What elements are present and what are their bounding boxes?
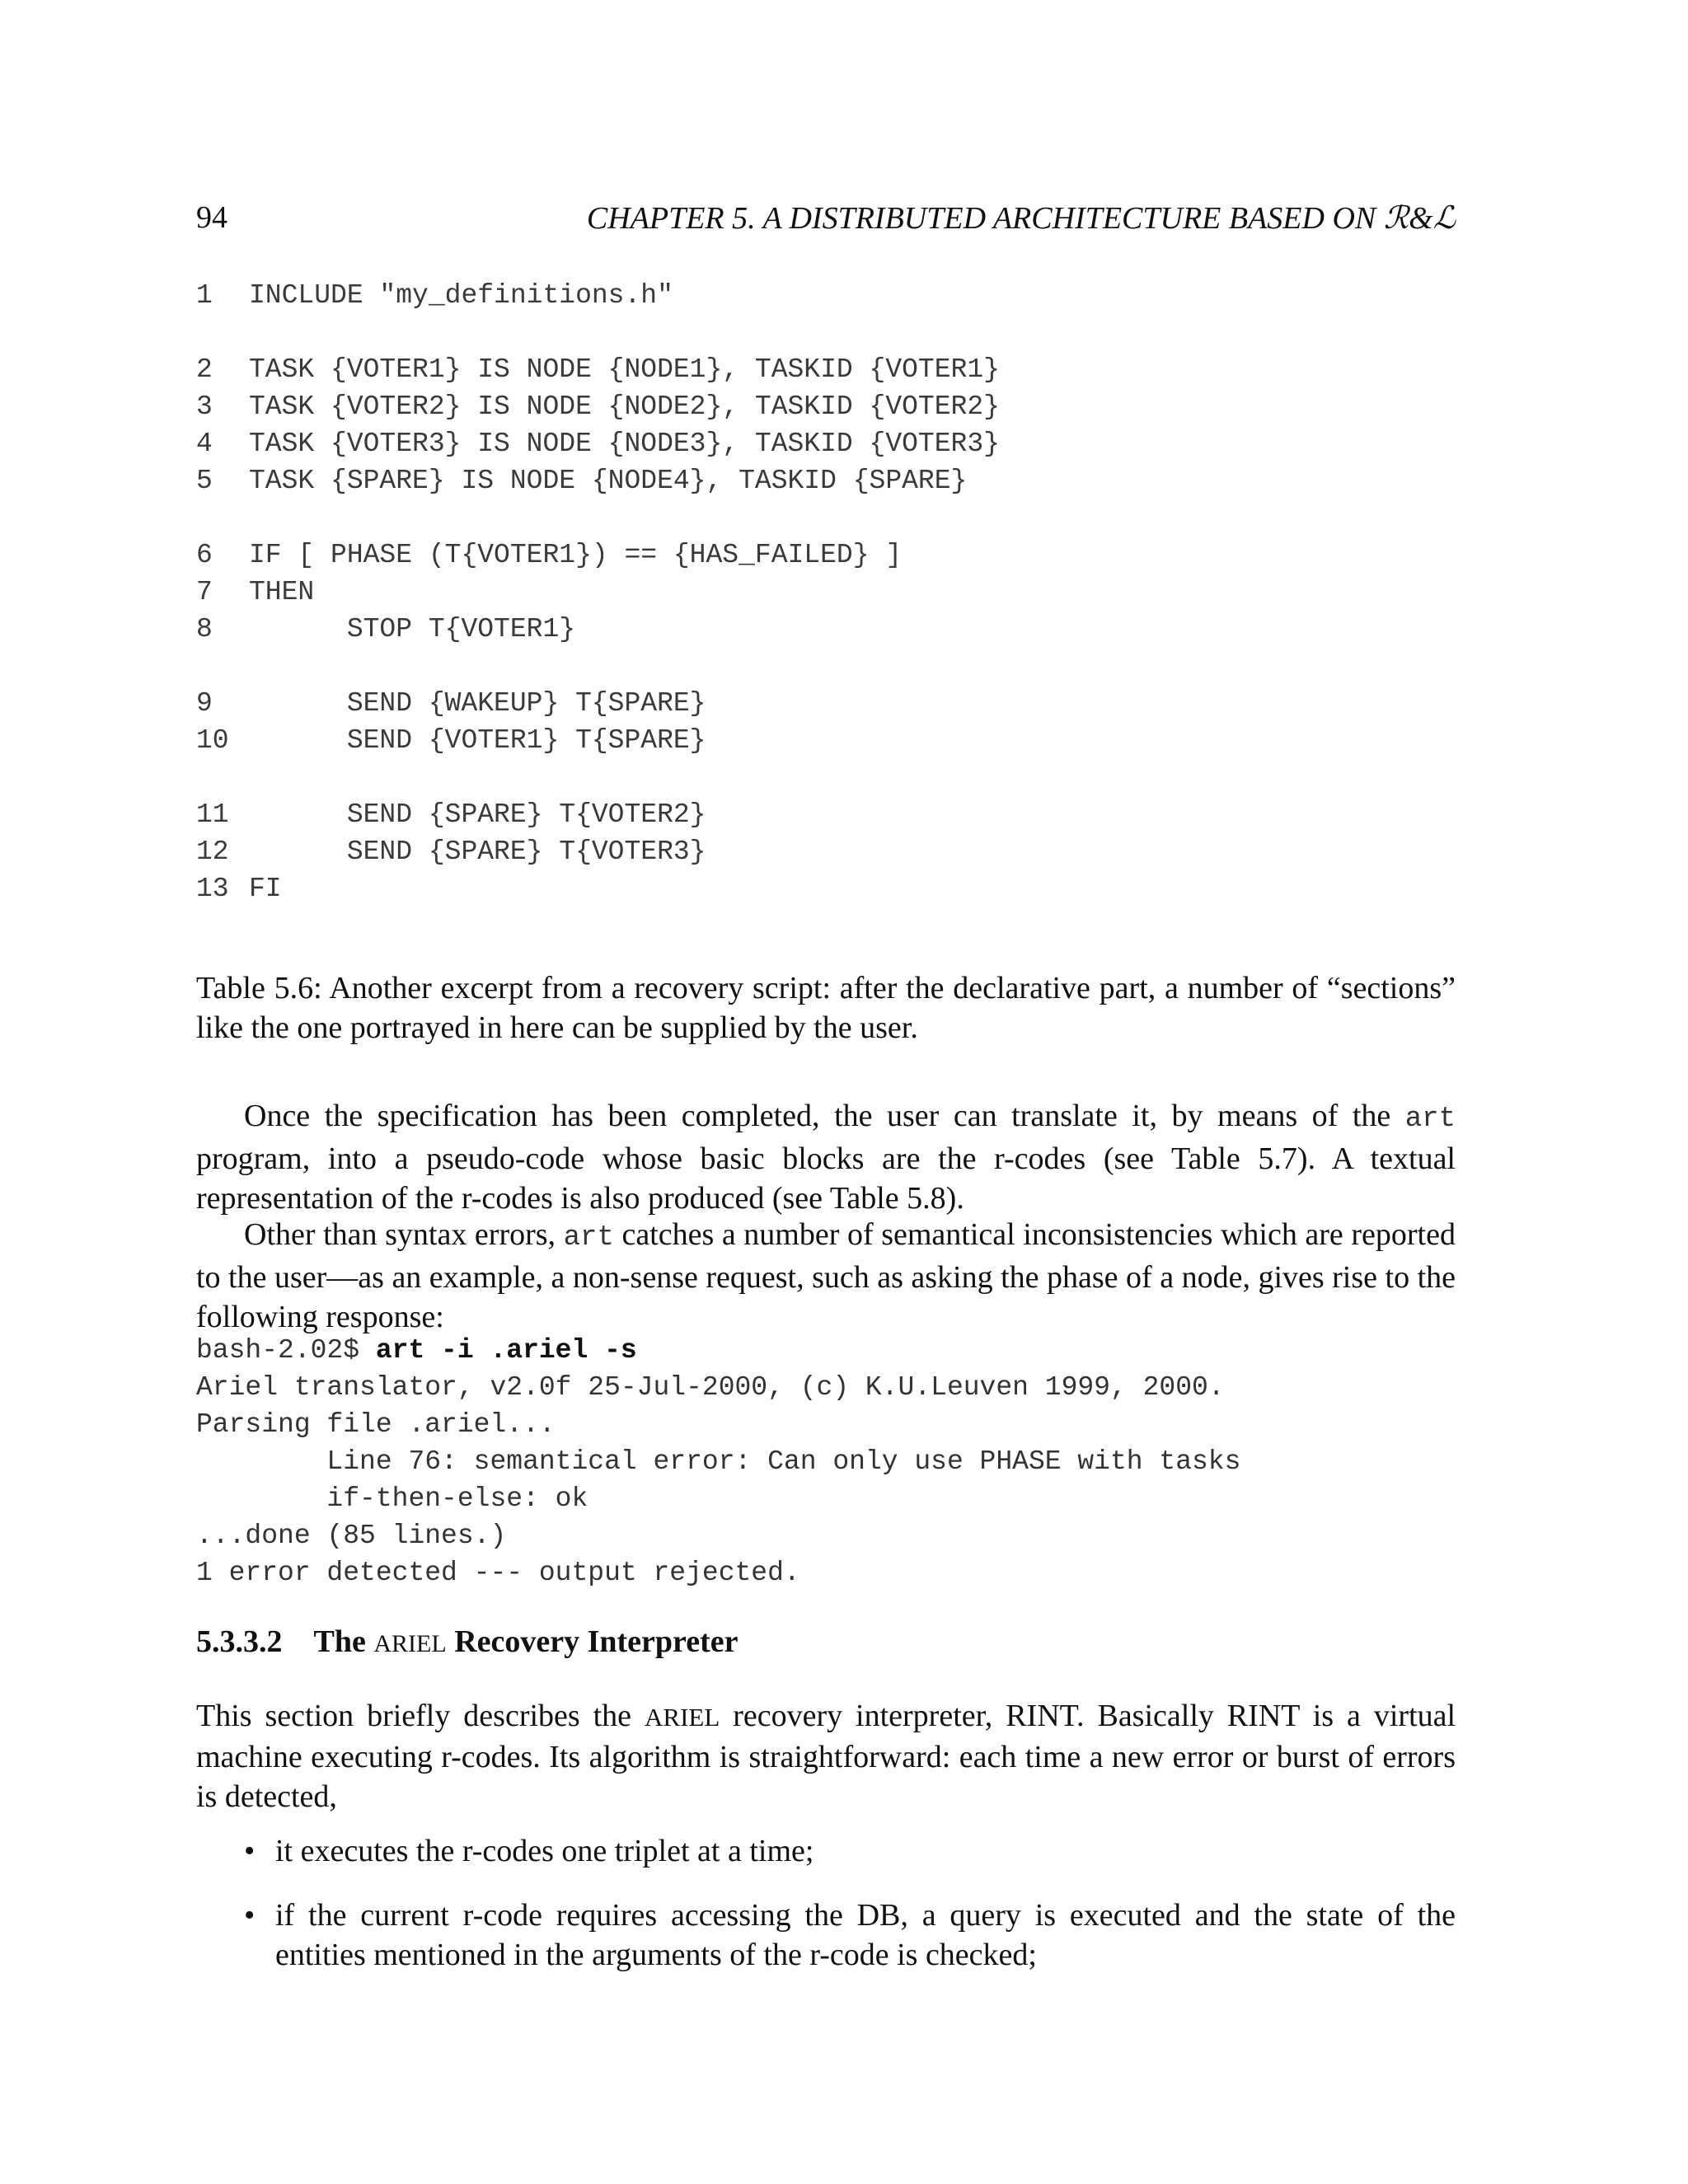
terminal-line: Line 76: semantical error: Can only use PHASE with tasks <box>196 1446 1241 1477</box>
page-number: 94 <box>196 200 227 235</box>
terminal-line: 1 error detected --- output rejected. <box>196 1558 800 1588</box>
terminal-line: Parsing file .ariel... <box>196 1409 556 1440</box>
paragraph-rint: This section briefly describes the ARIEL recovery interpreter, RINT. Basically RINT is a virtual machine executing r-codes. Its algorithm is straightforward: each time a new error or burst of errors is detected, <box>196 1699 1456 1814</box>
page-header <box>196 199 1456 246</box>
bullet-icon: • <box>244 1898 256 1933</box>
paragraph-errors: Other than syntax errors, art catches a number of semantical inconsistencies which are reported to the user—as an example, a non-sense request, such as asking the phase of a node, gives rise to the following response: <box>196 1217 1456 1334</box>
paragraph-translation: Once the specification has been completed, the user can translate it, by means of the art program, into a pseudo-code whose basic blocks are the r-codes (see Table 5.7). A textual representation of the r-codes is also produced (see Table 5.8). <box>196 1099 1456 1216</box>
terminal-line: ...done (85 lines.) <box>196 1521 507 1551</box>
terminal-line: Ariel translator, v2.0f 25-Jul-2000, (c) K.U.Leuven 1999, 2000. <box>196 1372 1225 1403</box>
terminal-command: art -i .ariel -s <box>375 1335 637 1366</box>
terminal-command-line: bash-2.02$ art -i .ariel -s <box>196 1335 637 1366</box>
bullet-icon: • <box>244 1834 256 1868</box>
section-number: 5.3.3.2 <box>196 1624 283 1659</box>
table-caption: Table 5.6: Another excerpt from a recovery script: after the declarative part, a number of “sections” like the one portrayed in here can be supplied by the user. <box>196 971 1456 1045</box>
section-heading: 5.3.3.2 The ARIEL Recovery Interpreter <box>196 1624 738 1659</box>
terminal-line: if-then-else: ok <box>196 1483 588 1514</box>
list-item: • if the current r-code requires accessing the DB, a query is executed and the state of the entities mentioned in the arguments of the r-code is checked; <box>244 1896 1456 1975</box>
inline-code: art <box>1404 1104 1456 1135</box>
list-item: • it executes the r-codes one triplet at a time; <box>244 1831 1456 1871</box>
chapter-title: CHAPTER 5. A DISTRIBUTED ARCHITECTURE BASED ON ℛ&ℒ <box>586 201 1456 236</box>
inline-code: art <box>563 1222 614 1254</box>
